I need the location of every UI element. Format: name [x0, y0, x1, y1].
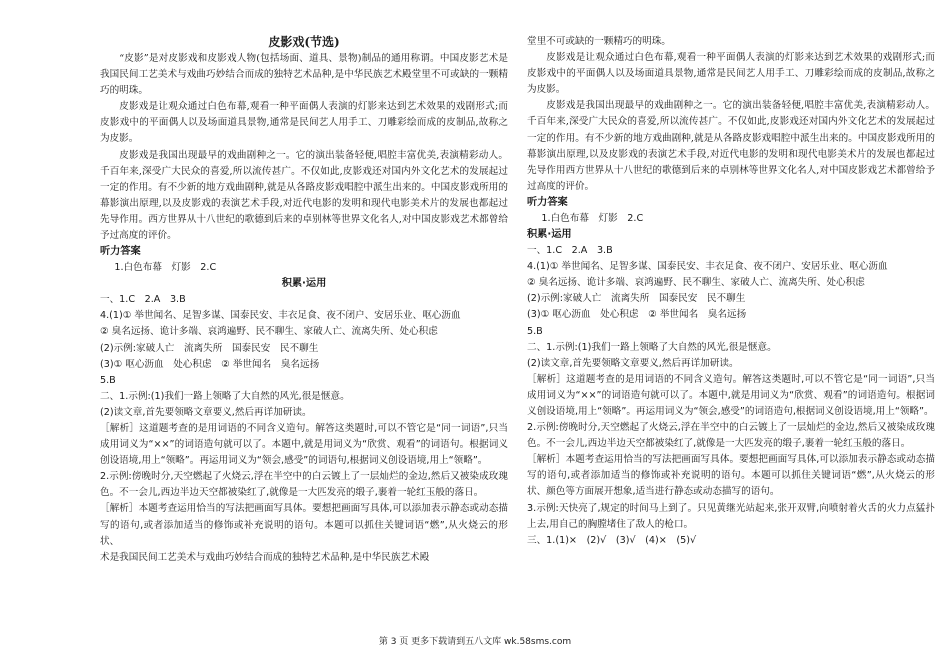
answer-line: 5.B [100, 374, 116, 386]
answer-line: (2)读文章,首先要领略文章要义,然后再详加研读。 [527, 357, 739, 369]
answer-line: 术是我国民间工艺美术与戏曲巧妙结合而成的独特艺术品种,是中华民族艺术殿 [100, 551, 430, 563]
answer-line: (3)① 呕心沥血 处心积虑 ② 举世闻名 臭名远扬 [100, 358, 320, 370]
paragraph: 皮影戏是让观众通过白色布幕,观看一种平面偶人表演的灯影来达到艺术效果的戏剧形式;而皮影戏中的平面偶人以及场面道具景物,通常是民间艺人用手工、刀雕彩绘而成的皮制品,故称之为皮影。 [527, 52, 935, 96]
listening-answer: 1.白色布幕 灯影 2.C [541, 212, 644, 224]
paragraph: “皮影”是对皮影戏和皮影戏人物(包括场面、道具、景物)制品的通用称谓。中国皮影艺术是我国民间工艺美术与戏曲巧妙结合而成的独特艺术品种,是中华民族艺术殿堂里不可或缺的一颗精巧的明珠。 [100, 53, 508, 97]
answer-line: ② 臭名远扬、诡计多端、哀鸿遍野、民不聊生、家破人亡、流离失所、处心积虑 [527, 277, 865, 289]
answer-line: 二、1.示例:(1)我们一路上领略了大自然的风光,很是惬意。 [100, 390, 350, 402]
answer-line: (3)① 呕心沥血 处心积虑 ② 举世闻名 臭名远扬 [527, 309, 747, 321]
analysis-note: ［解析］本题考查运用恰当的写法把画面写具体。要想把画面写具体,可以添加表示静态或动态描写的语句,或者添加适当的修饰或补充说明的语句。本题可以抓住关键词语“燃”,从火烧云的形状、 [100, 503, 508, 547]
section-heading: 积累·运用 [281, 278, 327, 290]
section-heading: 积累·运用 [527, 229, 572, 241]
paragraph: 皮影戏是我国出现最早的戏曲剧种之一。它的演出装备轻便,唱腔丰富优美,表演精彩动人。千百年来,深受广大民众的喜爱,所以流传甚广。不仅如此,皮影戏还对国内外文化艺术的发展起过一定的作用。有不少新的地方戏曲剧种,就是从各路皮影戏唱腔中派生出来的。中国皮影戏所用的幕影演出原理,以及皮影戏的表演艺术手段,对近代电影的发明和现代电影美术片的发展也都起过先导作用。西方世界从十八世纪的歌德到后来的卓别林等世界文化名人,对中国皮影戏艺术都曾给予过高度的评价。 [100, 149, 508, 242]
answer-line: 5.B [527, 325, 543, 337]
right-column [527, 34, 935, 549]
page-footer: 第 3 页 更多下载请到五八文库 wk.58sms.com [378, 637, 572, 647]
paragraph: 皮影戏是让观众通过白色布幕,观看一种平面偶人表演的灯影来达到艺术效果的戏剧形式;而皮影戏中的平面偶人以及场面道具景物,通常是民间艺人用手工、刀雕彩绘而成的皮制品,故称之为皮影。 [100, 101, 508, 145]
answer-line: 3.示例:天快亮了,规定的时间马上到了。只见黄继光站起来,张开双臂,向喷射着火舌的火力点猛扑上去,用自己的胸膛堵住了敌人的枪口。 [527, 502, 935, 530]
answer-line: 2.示例:傍晚时分,天空燃起了火烧云,浮在半空中的白云镀上了一层灿烂的金边,然后又被染成玫瑰色。不一会儿,西边半边天空都被染红了,就像是一大匹发亮的缎子,裹着一轮红玉般的落日。 [100, 471, 508, 499]
answer-line: 三、1.(1)× (2)√ (3)√ (4)× (5)√ [527, 534, 697, 546]
answer-line: ② 臭名远扬、诡计多端、哀鸿遍野、民不聊生、家破人亡、流离失所、处心积虑 [100, 326, 438, 338]
analysis-note: ［解析］这道题考查的是用词语的不同含义造句。解答这类题时,可以不管它是“同一词语”,只当成用词义为“××”的词语造句就可以了。本题中,就是用词义为“欣赏、观看”的词语造句。根据词义创设语境,用上“领略”。再运用词义为“领会,感受”的词语造句,根据词义创设语境,用上“领略”。 [527, 373, 935, 417]
answer-line: 2.示例:傍晚时分,天空燃起了火烧云,浮在半空中的白云镀上了一层灿烂的金边,然后又被染成玫瑰色。不一会儿,西边半边天空都被染红了,就像是一大匹发亮的缎子,裹着一轮红玉般的落日。 [527, 422, 935, 450]
answer-line: (2)示例:家破人亡 流离失所 国泰民安 民不聊生 [527, 293, 746, 305]
paragraph: 堂里不可或缺的一颗精巧的明珠。 [527, 36, 671, 47]
answer-line: 一、1.C 2.A 3.B [527, 245, 613, 257]
answer-line: (2)示例:家破人亡 流离失所 国泰民安 民不聊生 [100, 342, 319, 354]
listening-answer: 1.白色布幕 灯影 2.C [114, 262, 217, 274]
analysis-note: ［解析］这道题考查的是用词语的不同含义造句。解答这类题时,可以不管它是“同一词语”,只当成用词义为“××”的词语造句就可以了。本题中,就是用词义为“欣赏、观看”的词语句。根据词义创设语境,用上“领略”。再运用词义为“领会,感受”的词语句,根据词义创设语境,用上“领略”。 [100, 422, 508, 467]
paragraph: 皮影戏是我国出现最早的戏曲剧种之一。它的演出装备轻便,唱腔丰富优美,表演精彩动人。千百年来,深受广大民众的喜爱,所以流传甚广。不仅如此,皮影戏还对国内外文化艺术的发展起过一定的作用。有不少新的地方戏曲剧种,就是从各路皮影戏唱腔中派生出来的。中国皮影戏所用的幕影演出原理,以及皮影戏的表演艺术手段,对近代电影的发明和现代电影美术片的发展也都起过先导作用西方世界从十八世纪的歌德到后来的卓别林等世界文化名人,对中国皮影戏艺术都曾给予过高度的评价。 [527, 100, 935, 192]
left-column [100, 34, 508, 566]
article-title: 皮影戏(节选) [268, 35, 340, 49]
listening-heading: 听力答案 [100, 246, 141, 258]
listening-heading: 听力答案 [527, 196, 568, 208]
analysis-note: ［解析］本题考查运用恰当的写法把画面写具体。要想把画面写具体,可以添加表示静态或动态描写的语句,或者添加适当的修饰或补充说明的语句。本题可以抓住关键词语“燃”,从火烧云的形状、颜色等方面展开想象,适当进行静态或动态描写的语句。 [527, 454, 935, 498]
answer-line: 4.(1)① 举世闻名、足智多谋、国泰民安、丰衣足食、夜不闭户、安居乐业、呕心沥血 [100, 310, 461, 322]
answer-line: (2)读文章,首先要领略文章要义,然后再详加研读。 [100, 406, 312, 418]
answer-line: 二、1.示例:(1)我们一路上领略了大自然的风光,很是惬意。 [527, 341, 777, 353]
answer-line: 4.(1)① 举世闻名、足智多谋、国泰民安、丰衣足食、夜不闭户、安居乐业、呕心沥血 [527, 261, 888, 273]
answer-line: 一、1.C 2.A 3.B [100, 294, 186, 306]
